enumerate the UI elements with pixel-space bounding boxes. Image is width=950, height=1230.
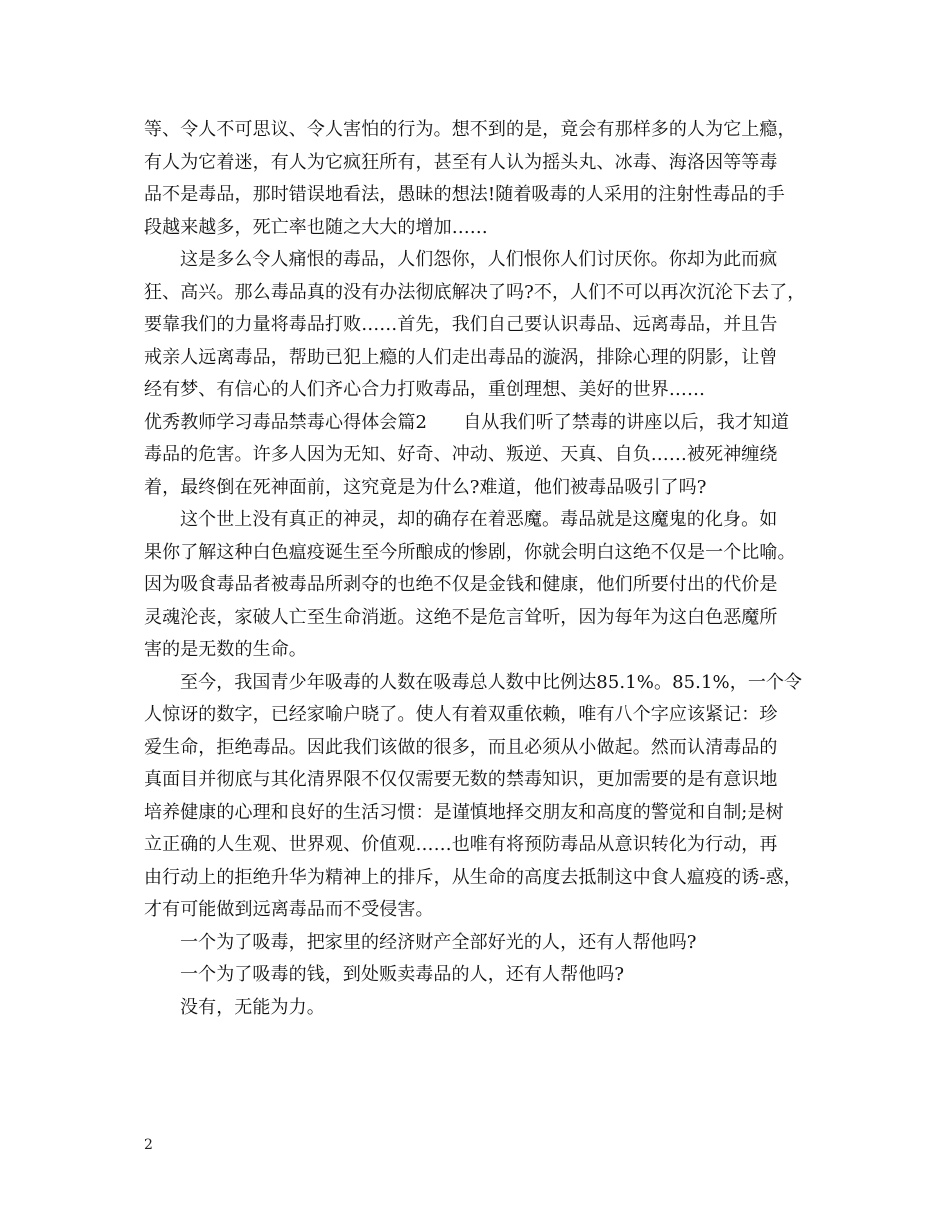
text-line: 狂、高兴。那么毒品真的没有办法彻底解决了吗?不，人们不可以再次沉沦下去了， <box>144 281 806 303</box>
text-line: 等、令人不可思议、令人害怕的行为。想不到的是，竟会有那样多的人为它上瘾， <box>144 119 796 140</box>
document-body <box>144 114 826 1024</box>
text-line: 因为吸食毒品者被毒品所剥夺的也绝不仅是金钱和健康，他们所要付出的代价是 <box>144 574 778 595</box>
text-line: 这是多么令人痛恨的毒品，人们怨你，人们恨你人们讨厌你。你却为此而疯 <box>180 249 778 270</box>
text-line: 真面目并彻底与其化清界限不仅仅需要无数的禁毒知识，更加需要的是有意识地 <box>144 769 778 790</box>
text-line: 培养健康的心理和良好的生活习惯：是谨慎地择交朋友和高度的警觉和自制;是树 <box>144 801 784 823</box>
text-line: 立正确的人生观、世界观、价值观……也唯有将预防毒品从意识转化为行动，再 <box>144 834 778 855</box>
text-line: 人惊讶的数字，已经家喻户晓了。使人有着双重依赖，唯有八个字应该紧记：珍 <box>144 704 778 725</box>
text-line: 没有，无能为力。 <box>180 996 325 1018</box>
text-line: 才有可能做到远离毒品而不受侵害。 <box>144 899 434 920</box>
text-line: 害的是无数的生命。 <box>144 639 307 660</box>
text-line: 戒亲人远离毒品，帮助已犯上瘾的人们走出毒品的漩涡，排除心理的阴影，让曾 <box>144 346 778 368</box>
text-line: 爱生命，拒绝毒品。因此我们该做的很多，而且必须从小做起。然而认清毒品的 <box>144 736 778 758</box>
text-line: 优秀教师学习毒品禁毒心得体会篇2 自从我们听了禁毒的讲座以后，我才知道 <box>144 411 790 433</box>
text-line: 着，最终倒在死神面前，这究竟是为什么?难道，他们被毒品吸引了吗? <box>144 476 707 498</box>
text-line: 一个为了吸毒，把家里的经济财产全部好光的人，还有人帮他吗? <box>180 931 697 953</box>
text-line: 毒品的危害。许多人因为无知、好奇、冲动、叛逆、天真、自负……被死神缠绕 <box>144 444 778 465</box>
text-line: 经有梦、有信心的人们齐心合力打败毒品，重创理想、美好的世界…… <box>144 379 706 400</box>
text-line: 有人为它着迷，有人为它疯狂所有，甚至有人认为摇头丸、冰毒、海洛因等等毒 <box>144 151 778 173</box>
text-line: 至今，我国青少年吸毒的人数在吸毒总人数中比例达85.1%。85.1%，一个令 <box>180 671 803 693</box>
text-line: 果你了解这种白色瘟疫诞生至今所酿成的惨剧，你就会明白这绝不仅是一个比喻。 <box>144 541 796 563</box>
text-line: 品不是毒品，那时错误地看法，愚昧的想法!随着吸毒的人采用的注射性毒品的手 <box>144 184 785 205</box>
text-line: 段越来越多，死亡率也随之大大的增加…… <box>144 216 488 238</box>
text-line: 要靠我们的力量将毒品打败……首先，我们自己要认识毒品、远离毒品，并且告 <box>144 314 778 335</box>
text-line: 这个世上没有真正的神灵，却的确存在着恶魔。毒品就是这魔鬼的化身。如 <box>180 509 778 530</box>
text-line: 由行动上的拒绝升华为精神上的排斥，从生命的高度去抵制这中食人瘟疫的诱-惑， <box>144 866 802 888</box>
text-line: 一个为了吸毒的钱，到处贩卖毒品的人，还有人帮他吗? <box>180 964 625 985</box>
text-line: 灵魂沦丧，家破人亡至生命消逝。这绝不是危言耸听，因为每年为这白色恶魔所 <box>144 606 778 628</box>
page-number: 2 <box>144 1137 153 1153</box>
